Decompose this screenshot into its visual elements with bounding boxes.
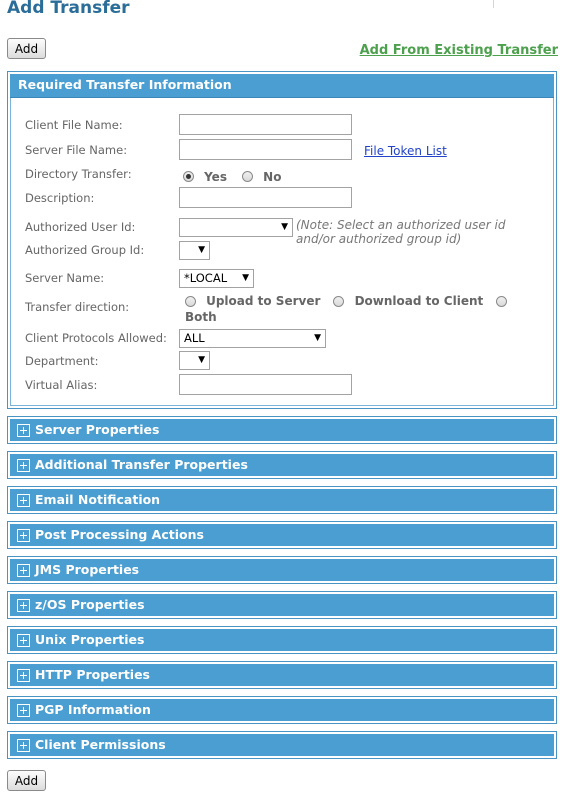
- expand-plus-icon[interactable]: [17, 704, 30, 717]
- client-protocols-label: Client Protocols Allowed:: [25, 331, 167, 345]
- section-title: HTTP Properties: [35, 667, 150, 682]
- transfer-direction-label: Transfer direction:: [25, 300, 130, 314]
- expand-plus-icon[interactable]: [17, 564, 30, 577]
- download-to-client-radio[interactable]: [333, 296, 344, 307]
- file-token-list-link[interactable]: File Token List: [364, 144, 447, 158]
- section-title: PGP Information: [35, 702, 151, 717]
- section-title: JMS Properties: [35, 562, 140, 577]
- page-title: Add Transfer: [7, 0, 130, 18]
- section-unix-properties[interactable]: [7, 626, 557, 654]
- chevron-down-icon: ▼: [198, 355, 205, 365]
- expand-plus-icon[interactable]: [17, 669, 30, 682]
- section-title: Server Properties: [35, 422, 160, 437]
- add-from-existing-transfer-link[interactable]: Add From Existing Transfer: [359, 43, 558, 58]
- server-file-name-label: Server File Name:: [25, 143, 128, 157]
- required-transfer-panel: [7, 71, 557, 409]
- expand-plus-icon[interactable]: [17, 424, 30, 437]
- section-title: Post Processing Actions: [35, 527, 204, 542]
- section-client-permissions[interactable]: [7, 731, 557, 759]
- directory-no-radio[interactable]: [242, 171, 253, 182]
- description-input[interactable]: [179, 187, 352, 208]
- chevron-down-icon: ▼: [314, 333, 321, 343]
- section-zos-properties[interactable]: [7, 591, 557, 619]
- client-file-name-input[interactable]: [179, 114, 352, 135]
- required-transfer-header: Required Transfer Information: [10, 74, 554, 98]
- both-radio[interactable]: [496, 296, 507, 307]
- section-title: Client Permissions: [35, 737, 166, 752]
- add-button-bottom[interactable]: Add: [7, 770, 46, 791]
- expand-plus-icon[interactable]: [17, 494, 30, 507]
- section-title: Additional Transfer Properties: [35, 457, 248, 472]
- section-pgp-information[interactable]: [7, 696, 557, 724]
- directory-yes-radio[interactable]: [183, 171, 194, 182]
- chevron-down-icon: ▼: [281, 222, 288, 232]
- chevron-down-icon: ▼: [198, 245, 205, 255]
- directory-yes-label: Yes: [204, 169, 227, 184]
- section-title: Email Notification: [35, 492, 161, 507]
- authorized-note: (Note: Select an authorized user id and/or authorized group id): [296, 218, 506, 246]
- server-name-label: Server Name:: [25, 271, 105, 285]
- add-button-top[interactable]: Add: [7, 38, 46, 59]
- section-title: z/OS Properties: [35, 597, 145, 612]
- section-jms-properties[interactable]: [7, 556, 557, 584]
- authorized-user-id-label: Authorized User Id:: [25, 220, 136, 234]
- download-to-client-label: Download to Client: [354, 294, 484, 308]
- section-http-properties[interactable]: [7, 661, 557, 689]
- upload-to-server-radio[interactable]: [185, 296, 196, 307]
- server-file-name-input[interactable]: [179, 139, 352, 160]
- chevron-down-icon: ▼: [242, 273, 249, 283]
- directory-transfer-radios: [183, 166, 281, 185]
- client-protocols-value: ALL: [184, 331, 205, 345]
- decorative-divider: [493, 0, 494, 8]
- section-post-processing-actions[interactable]: [7, 521, 557, 549]
- section-server-properties[interactable]: [7, 416, 557, 444]
- authorized-group-id-select[interactable]: [179, 241, 210, 260]
- section-email-notification[interactable]: [7, 486, 557, 514]
- authorized-user-id-select[interactable]: [179, 218, 293, 237]
- department-select[interactable]: [179, 351, 210, 370]
- expand-plus-icon[interactable]: [17, 529, 30, 542]
- upload-to-server-label: Upload to Server: [206, 294, 321, 308]
- client-file-name-label: Client File Name:: [25, 118, 123, 132]
- directory-transfer-label: Directory Transfer:: [25, 167, 132, 181]
- required-transfer-body: [10, 98, 554, 406]
- client-protocols-select[interactable]: [179, 329, 326, 348]
- transfer-direction-radios: [185, 293, 525, 325]
- server-name-value: *LOCAL: [184, 271, 228, 285]
- expand-plus-icon[interactable]: [17, 599, 30, 612]
- authorized-group-id-label: Authorized Group Id:: [25, 243, 145, 257]
- section-title: Unix Properties: [35, 632, 145, 647]
- section-additional-transfer-properties[interactable]: [7, 451, 557, 479]
- description-label: Description:: [25, 191, 95, 205]
- server-name-select[interactable]: [179, 269, 254, 288]
- expand-plus-icon[interactable]: [17, 739, 30, 752]
- directory-no-label: No: [263, 169, 282, 184]
- department-label: Department:: [25, 354, 99, 368]
- both-label: Both: [185, 310, 217, 324]
- expand-plus-icon[interactable]: [17, 634, 30, 647]
- virtual-alias-label: Virtual Alias:: [25, 378, 98, 392]
- expand-plus-icon[interactable]: [17, 459, 30, 472]
- virtual-alias-input[interactable]: [179, 374, 352, 395]
